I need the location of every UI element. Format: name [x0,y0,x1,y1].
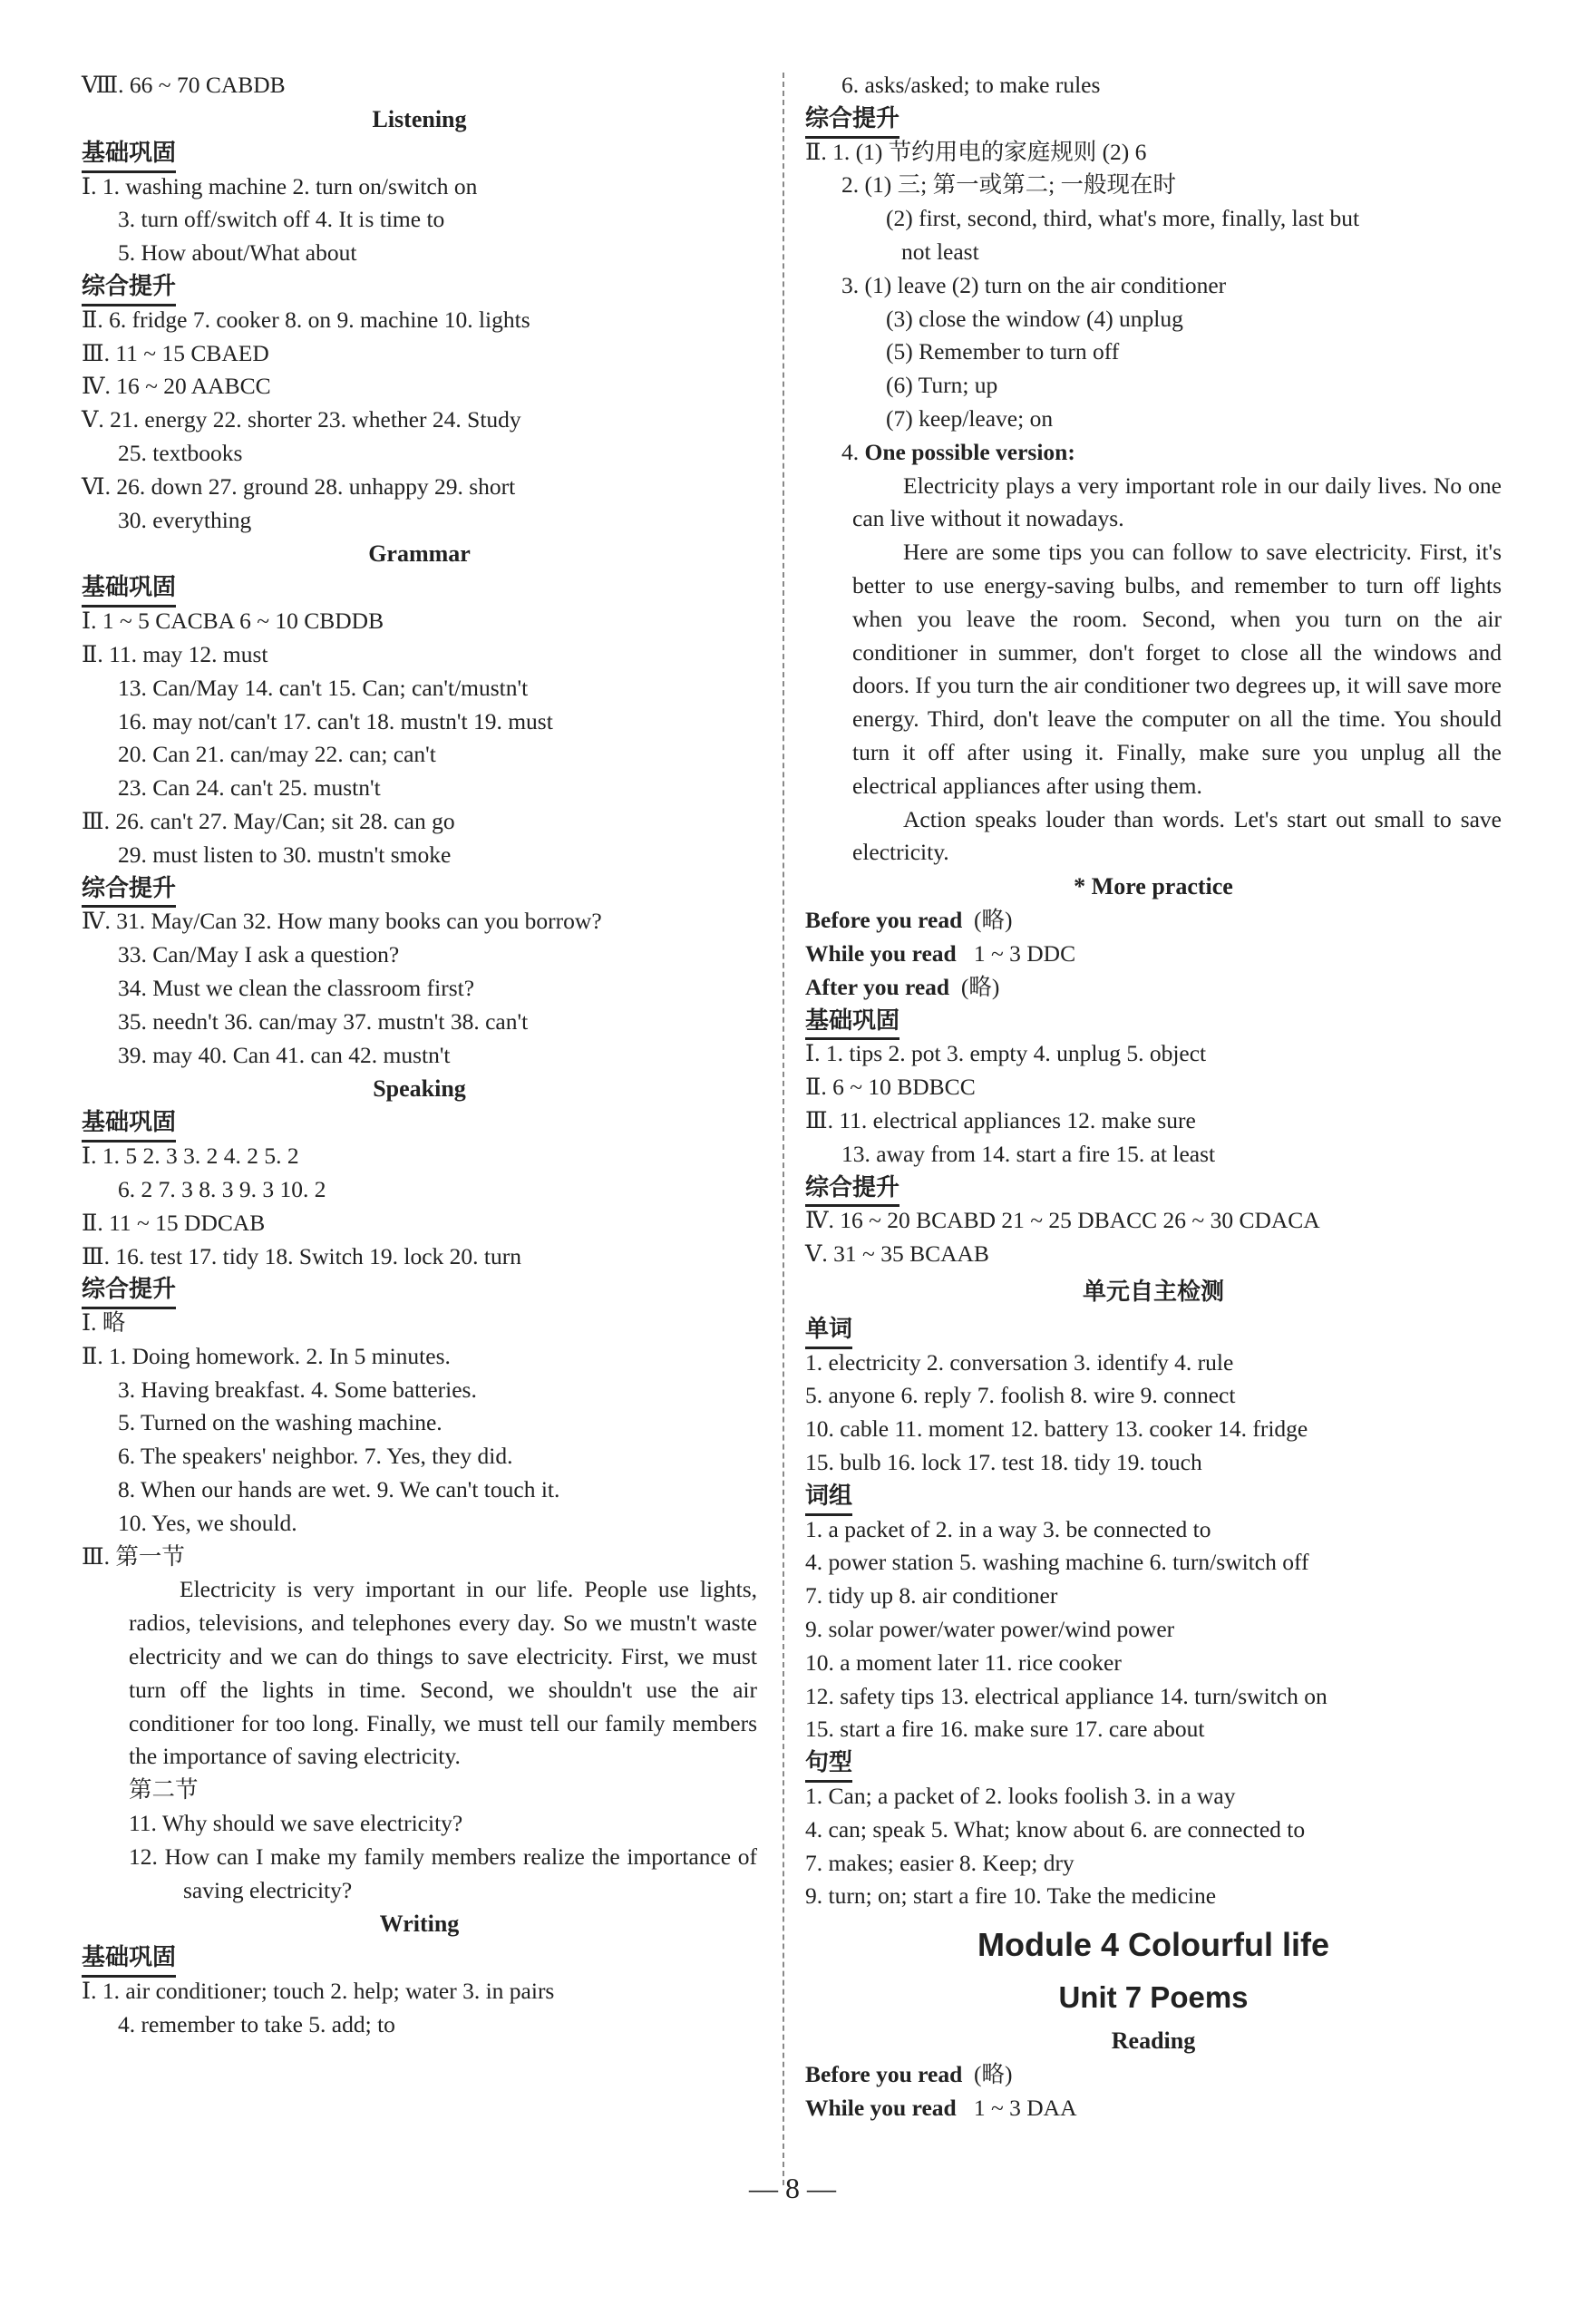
while-read-value: 1 ~ 3 DDC [973,939,1076,967]
while-read-line [805,2092,1502,2125]
answer-line: Ⅲ. 16. test 17. tidy 18. Switch 19. lock 20. turn [82,1242,521,1269]
answer-line: Ⅰ. 1. washing machine 2. turn on/switch on [82,172,478,199]
section-heading-writing: Writing [379,1911,460,1938]
answer-line: Ⅴ. 31 ~ 35 BCAAB [805,1240,989,1268]
while-read-label: While you read [805,939,957,967]
answer-line: 10. cable 11. moment 12. battery 13. cooker 14. fridge [805,1415,1308,1443]
more-practice-heading: * More practice [1074,873,1233,900]
label-basic: 基础巩固 [82,1941,176,1978]
answer-line: Ⅱ. 6. fridge 7. cooker 8. on 9. machine 10. lights [82,306,530,333]
answer-line: Ⅰ. 1. tips 2. pot 3. empty 4. unplug 5. object [805,1040,1207,1067]
answer-line: 20. Can 21. can/may 22. can; can't [118,741,436,768]
label-phrases: 词组 [805,1480,852,1516]
answer-line: Ⅳ. 16 ~ 20 BCABD 21 ~ 25 DBACC 26 ~ 30 CDACA [805,1207,1320,1234]
answer-line: 25. textbooks [118,439,243,466]
section-label: Ⅲ. 第一节 [82,1542,185,1570]
answer-line: 2. (1) 三; 第一或第二; 一般现在时 [841,171,1177,199]
answer-line: 4. can; speak 5. What; know about 6. are connected to [805,1815,1306,1843]
essay-paragraph: Here are some tips you can follow to save electricity. First, it's better to use energy-saving bulbs, and remember to turn off lights when you leave the room. Second, when you turn on the air conditioner in summer, don't forget to close all the windows and doors. If you turn the air conditioner two degrees up, it will save more energy. Third, don't leave the computer on all the time. You should turn it off after using it. Finally, make sure you unplug all the electrical appliances after using them. [852,539,1502,799]
label-basic: 基础巩固 [82,571,176,608]
answer-line: 9. solar power/water power/wind power [805,1616,1175,1643]
answer-line: 8. When our hands are wet. 9. We can't touch it. [118,1476,560,1503]
answer-line: 13. Can/May 14. can't 15. Can; can't/mustn't [118,674,529,701]
answer-line: Ⅰ. 1. 5 2. 3 3. 2 4. 2 5. 2 [82,1143,299,1170]
unit-title: Unit 7 Poems [1058,1980,1249,2015]
answer-line: 13. away from 14. start a fire 15. at least [841,1140,1216,1167]
before-read-label: Before you read [805,907,963,934]
essay-paragraph: Electricity plays a very important role in our daily lives. No one can live without it nowadays. [852,472,1502,532]
while-read-value: 1 ~ 3 DAA [973,2095,1077,2122]
answer-line: 15. start a fire 16. make sure 17. care about [805,1716,1205,1743]
section-heading-speaking: Speaking [373,1075,466,1103]
section-heading-listening: Listening [372,105,467,132]
answer-line: Ⅳ. 31. May/Can 32. How many books can you borrow? [82,908,602,935]
page-number: — 8 — [749,2172,836,2204]
answer-line: 4. power station 5. washing machine 6. turn/switch off [805,1549,1309,1576]
label-advanced: 综合提升 [805,1172,899,1208]
answer-line: 6. 2 7. 3 8. 3 9. 3 10. 2 [118,1175,326,1202]
before-read-value: (略) [974,907,1013,934]
answer-line: 5. Turned on the washing machine. [118,1409,442,1436]
answer-line: Ⅱ. 11 ~ 15 DDCAB [82,1209,266,1236]
answer-line: Ⅲ. 11. electrical appliances 12. make sure [805,1106,1196,1133]
question-line: 12. How can I make my family members realize the importance of saving electricity? [129,1843,757,1903]
column-divider [783,73,784,2185]
answer-line: 30. everything [118,506,252,533]
answer-line: 1. Can; a packet of 2. looks foolish 3. in a way [805,1783,1236,1810]
listening-passage: Electricity is very important in our life. People use lights, radios, televisions, and telephones every day. So we mustn't waste electricity and we can do things to save electricity. First, we must turn off the lights in time. Second, we shouldn't use the air conditioner for too long. Finally, we must tell our family members the importance of saving electricity. [129,1576,757,1770]
label-advanced: 综合提升 [82,872,176,909]
while-read-line [805,938,1502,971]
answer-line: 5. anyone 6. reply 7. foolish 8. wire 9. connect [805,1382,1236,1409]
answer-line: 15. bulb 16. lock 17. test 18. tidy 19. touch [805,1449,1202,1476]
answer-line: Ⅰ. 1 ~ 5 CACBA 6 ~ 10 CBDDB [82,608,384,635]
answer-line: Ⅵ. 26. down 27. ground 28. unhappy 29. short [82,472,516,500]
answer-line: 3. Having breakfast. 4. Some batteries. [118,1376,477,1403]
version-line [805,436,1502,470]
right-column [805,69,1502,2125]
answer-line: 4. remember to take 5. add; to [118,2011,395,2038]
section-label: 第二节 [129,1776,199,1804]
question-line: 11. Why should we save electricity? [129,1810,463,1837]
section-heading-grammar: Grammar [368,540,471,568]
answer-line: Ⅱ. 1. Doing homework. 2. In 5 minutes. [82,1342,451,1369]
answer-line: Ⅰ. 略 [82,1309,126,1337]
answer-line: Ⅴ. 21. energy 22. shorter 23. whether 24. Study [82,406,521,433]
answer-line: Ⅱ. 11. may 12. must [82,640,268,667]
answer-line: Ⅰ. 1. air conditioner; touch 2. help; water 3. in pairs [82,1978,555,2005]
module-title: Module 4 Colourful life [977,1926,1329,1964]
while-read-label: While you read [805,2095,957,2122]
answer-line: 35. needn't 36. can/may 37. mustn't 38. can't [118,1007,529,1035]
essay-paragraph: Action speaks louder than words. Let's start out small to save electricity. [852,805,1502,866]
answer-line: not least [901,238,979,265]
label-sentences: 句型 [805,1746,852,1783]
label-basic: 基础巩固 [82,1106,176,1143]
answer-line: (6) Turn; up [886,372,998,399]
answer-line: 6. The speakers' neighbor. 7. Yes, they did. [118,1443,513,1470]
answer-line: 16. may not/can't 17. can't 18. mustn't 19. must [118,707,553,734]
label-advanced: 综合提升 [82,1273,176,1309]
answer-line: Ⅲ. 11 ~ 15 CBAED [82,339,269,366]
answer-line: 1. electricity 2. conversation 3. identify 4. rule [805,1348,1234,1376]
answer-line: 12. safety tips 13. electrical appliance 14. turn/switch on [805,1682,1327,1709]
before-read-line [805,2058,1502,2092]
label-words: 单词 [805,1313,852,1349]
answer-line: 7. tidy up 8. air conditioner [805,1582,1058,1609]
reading-heading: Reading [1111,2027,1196,2055]
label-advanced: 综合提升 [805,102,899,139]
answer-line: (7) keep/leave; on [886,404,1054,432]
answer-line: 33. Can/May I ask a question? [118,941,400,968]
answer-line: 10. Yes, we should. [118,1509,297,1536]
answer-line: 29. must listen to 30. mustn't smoke [118,841,452,868]
answer-line: Ⅷ. 66 ~ 70 CABDB [82,72,286,98]
answer-line: 3. (1) leave (2) turn on the air conditioner [841,271,1227,298]
answer-line: (5) Remember to turn off [886,338,1120,365]
answer-line: 10. a moment later 11. rice cooker [805,1648,1122,1676]
version-label: One possible version: [864,438,1075,465]
answer-line: Ⅳ. 16 ~ 20 AABCC [82,373,271,400]
answer-line: (3) close the window (4) unplug [886,305,1183,332]
left-column [82,69,757,2042]
unit-test-heading: 单元自主检测 [1082,1278,1224,1306]
answer-line: 9. turn; on; start a fire 10. Take the medicine [805,1882,1217,1910]
before-read-label: Before you read [805,2061,963,2088]
answer-line: 39. may 40. Can 41. can 42. mustn't [118,1041,451,1068]
answer-line: 3. turn off/switch off 4. It is time to [118,206,445,233]
answer-line: Ⅲ. 26. can't 27. May/Can; sit 28. can go [82,807,455,834]
answer-line: Ⅱ. 6 ~ 10 BDBCC [805,1074,976,1101]
before-read-line [805,904,1502,938]
after-read-value: (略) [960,973,1000,1000]
answer-line: Ⅱ. 1. (1) 节约用电的家庭规则 (2) 6 [805,138,1147,165]
answer-line: 5. How about/What about [118,239,357,267]
label-advanced: 综合提升 [82,270,176,306]
label-basic: 基础巩固 [805,1005,899,1041]
label-basic: 基础巩固 [82,137,176,173]
before-read-value: (略) [974,2061,1013,2088]
version-number: 4. [841,438,860,465]
answer-line: 34. Must we clean the classroom first? [118,974,475,1001]
answer-line: 1. a packet of 2. in a way 3. be connected to [805,1515,1211,1542]
answer-line: (2) first, second, third, what's more, finally, last but [886,205,1360,232]
answer-line: 6. asks/asked; to make rules [841,72,1101,98]
after-read-line [805,971,1502,1005]
after-read-label: After you read [805,973,950,1000]
answer-line: 23. Can 24. can't 25. mustn't [118,774,381,802]
answer-line: 7. makes; easier 8. Keep; dry [805,1849,1074,1876]
